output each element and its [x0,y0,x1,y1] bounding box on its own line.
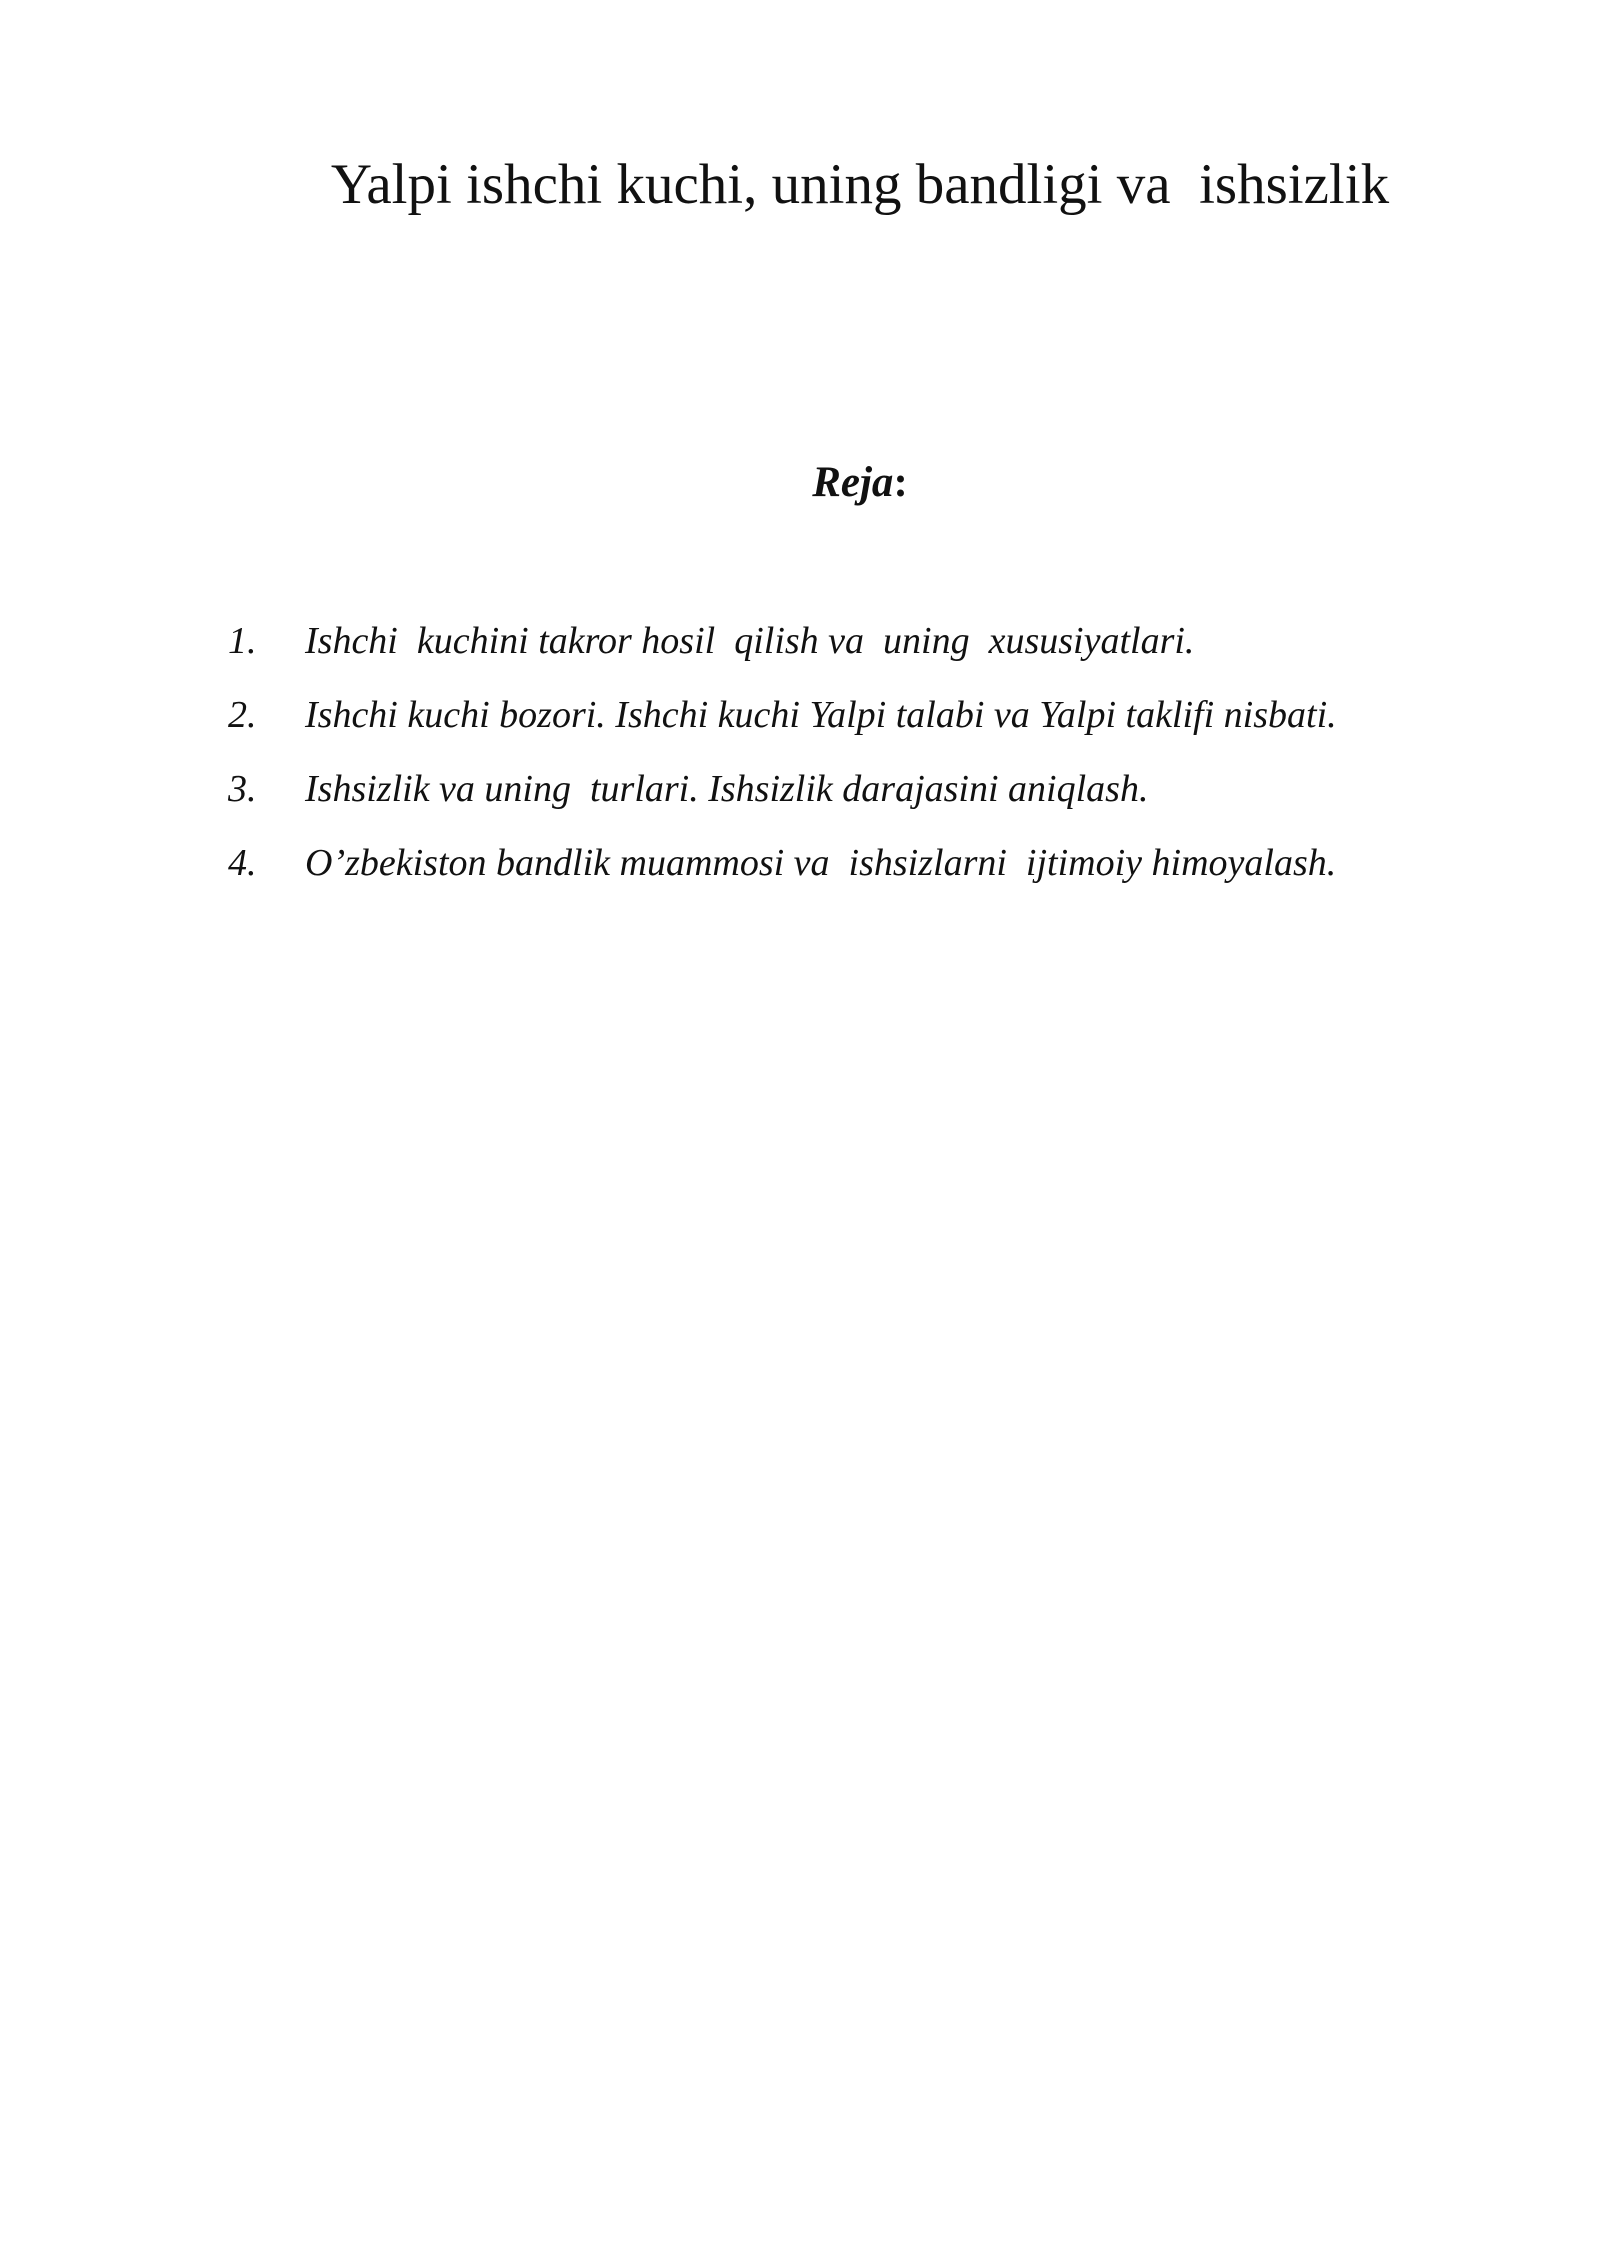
plan-item-text: Ishsizlik va uning turlari. Ishsizlik darajasini aniqlash. [305,768,1149,810]
plan-item-text: O’zbekiston bandlik muammosi va ishsizlarni ijtimoiy himoyalash. [305,842,1337,884]
plan-heading-label: Reja [812,459,894,506]
plan-item-4 [228,826,1486,900]
plan-item-number: 3. [228,768,257,810]
document-title: Yalpi ishchi kuchi, uning bandligi va ishsizlik [330,153,1390,216]
plan-heading-colon: : [893,459,908,506]
plan-item-number: 1. [228,620,257,662]
plan-item-3 [228,752,1486,826]
plan-list [228,604,1486,900]
plan-item-number: 4. [228,842,257,884]
plan-item-number: 2. [228,694,257,736]
plan-item-text: Ishchi kuchini takror hosil qilish va uning xususiyatlari. [305,620,1195,662]
plan-item-text: Ishchi kuchi bozori. Ishchi kuchi Yalpi talabi va Yalpi taklifi nisbati. [305,694,1337,736]
plan-item-2 [228,678,1486,752]
plan-heading [0,455,1600,511]
plan-item-1 [228,604,1486,678]
